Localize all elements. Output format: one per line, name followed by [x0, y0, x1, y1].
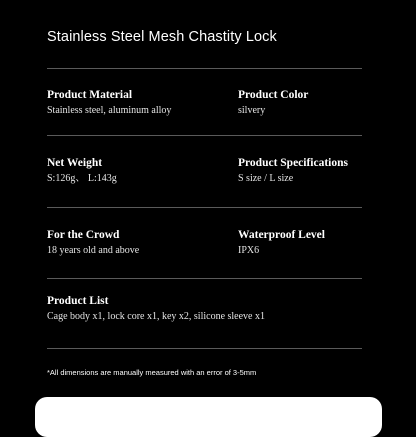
spec-list-label: Product List: [47, 295, 109, 307]
spec-list: [47, 294, 265, 323]
spec-waterproof: [238, 228, 325, 257]
spec-material-value: Stainless steel, aluminum alloy: [47, 105, 172, 116]
measurement-note: *All dimensions are manually measured with an error of 3-5mm: [47, 368, 257, 377]
spec-crowd: [47, 228, 139, 257]
spec-material-label: Product Material: [47, 89, 133, 101]
spec-specifications-value: S size / L size: [238, 173, 294, 184]
spec-color: [238, 88, 308, 117]
spec-crowd-value: 18 years old and above: [47, 245, 140, 256]
divider: [47, 207, 362, 208]
spec-waterproof-label: Waterproof Level: [238, 229, 325, 241]
divider: [47, 278, 362, 279]
spec-weight: [47, 156, 117, 185]
spec-waterproof-value: IPX6: [238, 245, 260, 256]
spec-material: [47, 88, 171, 117]
spec-specifications-label: Product Specifications: [238, 157, 348, 169]
spec-crowd-label: For the Crowd: [47, 229, 120, 241]
spec-weight-value: S:126g、 L:143g: [47, 173, 117, 184]
spec-specifications: [238, 156, 348, 185]
divider: [47, 68, 362, 69]
white-card: [35, 397, 382, 437]
spec-weight-label: Net Weight: [47, 157, 103, 169]
spec-color-label: Product Color: [238, 89, 309, 101]
spec-color-value: silvery: [238, 105, 266, 116]
page-title: Stainless Steel Mesh Chastity Lock: [47, 29, 277, 45]
spec-list-value: Cage body x1, lock core x1, key x2, silicone sleeve x1: [47, 311, 265, 322]
divider: [47, 348, 362, 349]
divider: [47, 135, 362, 136]
